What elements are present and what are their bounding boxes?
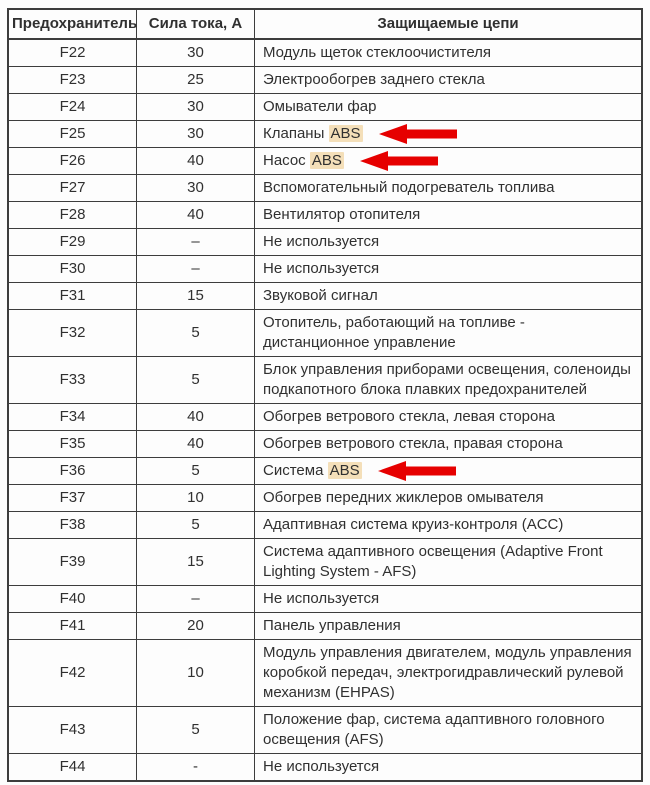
table-row	[8, 754, 642, 782]
circuit-cell: Не используется	[255, 229, 643, 256]
fuse-id-cell: F30	[8, 256, 137, 283]
amperage-cell: 5	[137, 512, 255, 539]
red-arrow-icon	[360, 151, 438, 171]
table-row	[8, 121, 642, 148]
amperage-cell: 10	[137, 640, 255, 707]
fuse-id-cell: F32	[8, 310, 137, 357]
fuse-id-cell: F39	[8, 539, 137, 586]
table-row	[8, 94, 642, 121]
circuit-cell: Модуль щеток стеклоочистителя	[255, 39, 643, 67]
fuse-id-cell: F23	[8, 67, 137, 94]
header-amperage: Сила тока, А	[137, 9, 255, 39]
table-row	[8, 310, 642, 357]
amperage-cell: –	[137, 586, 255, 613]
table-row	[8, 586, 642, 613]
amperage-cell: –	[137, 256, 255, 283]
table-row	[8, 175, 642, 202]
circuit-cell: Вентилятор отопителя	[255, 202, 643, 229]
circuit-cell: Омыватели фар	[255, 94, 643, 121]
fuse-id-cell: F22	[8, 39, 137, 67]
circuit-cell: Обогрев передних жиклеров омывателя	[255, 485, 643, 512]
fuse-table-header	[8, 9, 642, 39]
amperage-cell: 5	[137, 310, 255, 357]
table-row	[8, 39, 642, 67]
header-row	[8, 9, 642, 39]
table-row	[8, 539, 642, 586]
amperage-cell: 10	[137, 485, 255, 512]
fuse-id-cell: F40	[8, 586, 137, 613]
amperage-cell: 5	[137, 357, 255, 404]
amperage-cell: 5	[137, 707, 255, 754]
circuit-cell: Насос ABS	[255, 148, 643, 175]
amperage-cell: 30	[137, 175, 255, 202]
amperage-cell: 20	[137, 613, 255, 640]
circuit-cell: Не используется	[255, 754, 643, 782]
circuit-cell: Не используется	[255, 256, 643, 283]
table-row	[8, 202, 642, 229]
amperage-cell: 40	[137, 431, 255, 458]
abs-highlight: ABS	[311, 152, 342, 170]
fuse-id-cell: F37	[8, 485, 137, 512]
circuit-cell: Положение фар, система адаптивного головного освещения (AFS)	[255, 707, 643, 754]
fuse-id-cell: F44	[8, 754, 137, 782]
table-row	[8, 256, 642, 283]
circuit-cell: Адаптивная система круиз-контроля (ACC)	[255, 512, 643, 539]
fuse-id-cell: F41	[8, 613, 137, 640]
circuit-cell: Клапаны ABS	[255, 121, 643, 148]
table-row	[8, 458, 642, 485]
circuit-cell: Обогрев ветрового стекла, левая сторона	[255, 404, 643, 431]
fuse-id-cell: F27	[8, 175, 137, 202]
table-row	[8, 404, 642, 431]
circuit-cell: Панель управления	[255, 613, 643, 640]
amperage-cell: 15	[137, 539, 255, 586]
amperage-cell: 25	[137, 67, 255, 94]
table-row	[8, 148, 642, 175]
table-row	[8, 485, 642, 512]
circuit-cell: Блок управления приборами освещения, соленоиды подкапотного блока плавких предохранителей	[255, 357, 643, 404]
table-row	[8, 229, 642, 256]
abs-highlight: ABS	[330, 125, 361, 142]
table-row	[8, 357, 642, 404]
fuse-id-cell: F35	[8, 431, 137, 458]
fuse-id-cell: F38	[8, 512, 137, 539]
fuse-id-cell: F33	[8, 357, 137, 404]
table-row	[8, 512, 642, 539]
circuit-cell: Электрообогрев заднего стекла	[255, 67, 643, 94]
fuse-table	[7, 8, 643, 782]
fuse-id-cell: F29	[8, 229, 137, 256]
amperage-cell: 40	[137, 404, 255, 431]
table-row	[8, 707, 642, 754]
amperage-cell: 40	[137, 148, 255, 175]
fuse-id-cell: F43	[8, 707, 137, 754]
fuse-id-cell: F26	[8, 148, 137, 175]
fuse-id-cell: F42	[8, 640, 137, 707]
table-row	[8, 283, 642, 310]
amperage-cell: 15	[137, 283, 255, 310]
amperage-cell: 40	[137, 202, 255, 229]
amperage-cell: -	[137, 754, 255, 782]
amperage-cell: 30	[137, 39, 255, 67]
amperage-cell: 5	[137, 458, 255, 485]
amperage-cell: 30	[137, 121, 255, 148]
circuit-cell: Модуль управления двигателем, модуль управления коробкой передач, электрогидравлический рулевой механизм (EHPAS)	[255, 640, 643, 707]
circuit-cell: Отопитель, работающий на топливе - дистанционное управление	[255, 310, 643, 357]
abs-highlight: ABS	[329, 462, 360, 480]
fuse-id-cell: F36	[8, 458, 137, 485]
circuit-cell: Система ABS	[255, 458, 643, 485]
circuit-cell: Обогрев ветрового стекла, правая сторона	[255, 431, 643, 458]
header-circuits: Защищаемые цепи	[255, 9, 643, 39]
circuit-cell: Вспомогательный подогреватель топлива	[255, 175, 643, 202]
fuse-id-cell: F28	[8, 202, 137, 229]
fuse-id-cell: F31	[8, 283, 137, 310]
table-row	[8, 640, 642, 707]
amperage-cell: 30	[137, 94, 255, 121]
red-arrow-icon	[378, 461, 456, 481]
table-row	[8, 613, 642, 640]
red-arrow-icon	[379, 124, 457, 144]
fuse-id-cell: F25	[8, 121, 137, 148]
fuse-id-cell: F24	[8, 94, 137, 121]
fuse-table-body	[8, 39, 642, 781]
table-row	[8, 431, 642, 458]
fuse-id-cell: F34	[8, 404, 137, 431]
table-row	[8, 67, 642, 94]
header-fuse: Предохранитель	[8, 9, 137, 39]
circuit-cell: Не используется	[255, 586, 643, 613]
circuit-cell: Система адаптивного освещения (Adaptive Front Lighting System - AFS)	[255, 539, 643, 586]
amperage-cell: –	[137, 229, 255, 256]
circuit-cell: Звуковой сигнал	[255, 283, 643, 310]
